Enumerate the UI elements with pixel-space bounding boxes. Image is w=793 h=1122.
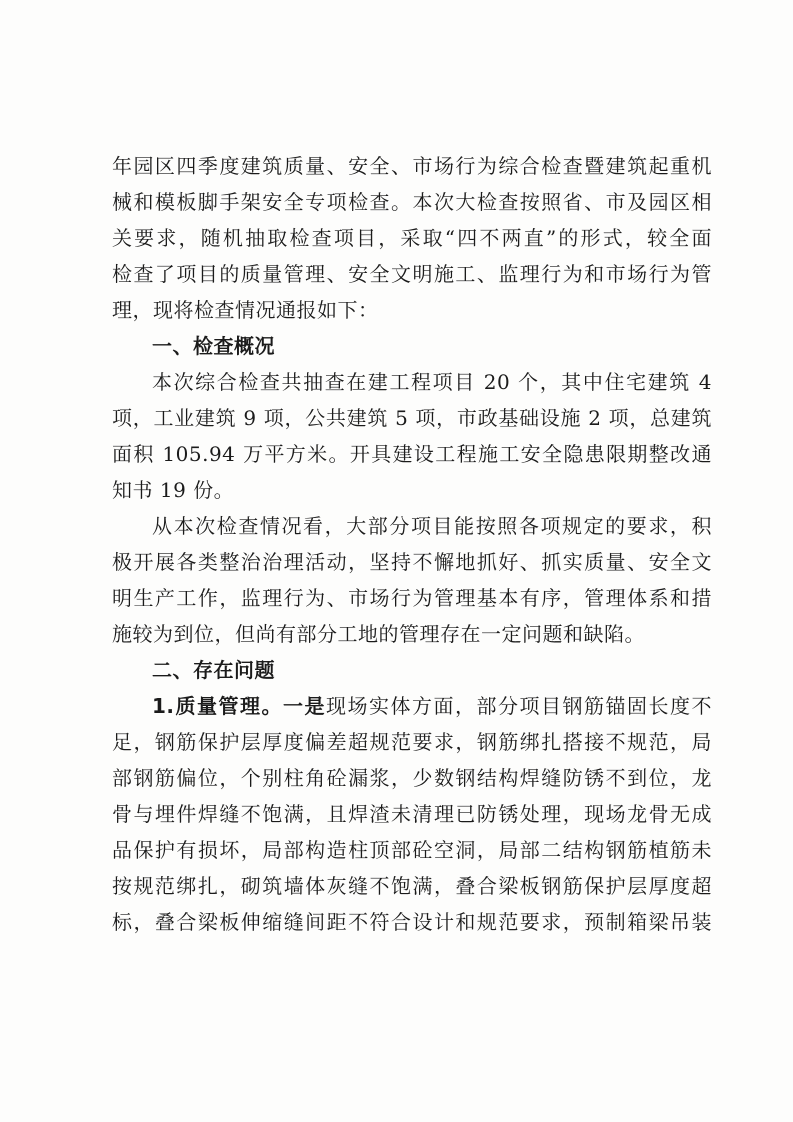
document-body: [112, 148, 712, 940]
paragraph-line: 施较为到位，但尚有部分工地的管理存在一定问题和缺陷。: [112, 622, 645, 646]
subheading-quality-management: 1.质量管理。: [152, 694, 284, 718]
paragraph-line: 足，钢筋保护层厚度偏差超规范要求，钢筋绑扎搭接不规范，局: [112, 730, 712, 754]
paragraph-line: 品保护有损坏，局部构造柱顶部砼空洞，局部二结构钢筋植筋未: [112, 838, 712, 862]
paragraph-line: 明生产工作，监理行为、市场行为管理基本有序，管理体系和措: [112, 586, 712, 610]
paragraph-line: 部钢筋偏位，个别柱角砼漏浆，少数钢结构焊缝防锈不到位，龙: [112, 766, 712, 790]
paragraph-line-quality: [112, 688, 712, 724]
paragraph-line: 械和模板脚手架安全专项检查。本次大检查按照省、市及园区相: [112, 190, 712, 214]
paragraph-text: 现场实体方面，部分项目钢筋锚固长度不: [326, 694, 713, 718]
paragraph-line: 关要求，随机抽取检查项目，采取“四不两直”的形式，较全面: [112, 226, 712, 250]
paragraph-line: 按规范绑扎，砌筑墙体灰缝不饱满，叠合梁板钢筋保护层厚度超: [112, 874, 712, 898]
paragraph-line: 极开展各类整治治理活动，坚持不懈地抓好、抓实质量、安全文: [112, 550, 712, 574]
paragraph-line: 项，工业建筑 9 项，公共建筑 5 项，市政基础设施 2 项，总建筑: [112, 406, 712, 430]
paragraph-line: 知书 19 份。: [112, 478, 235, 502]
paragraph-line: 骨与埋件焊缝不饱满，且焊渣未清理已防锈处理，现场龙骨无成: [112, 802, 712, 826]
section-heading-overview: 一、检查概况: [152, 334, 275, 358]
item-marker-first: 一是: [283, 694, 327, 718]
paragraph-line: 面积 105.94 万平方米。开具建设工程施工安全隐患限期整改通: [112, 442, 712, 466]
paragraph-line: 年园区四季度建筑质量、安全、市场行为综合检查暨建筑起重机: [112, 154, 712, 178]
paragraph-line: 本次综合检查共抽查在建工程项目 20 个，其中住宅建筑 4: [152, 370, 712, 394]
paragraph-line: 标，叠合梁板伸缩缝间距不符合设计和规范要求，预制箱梁吊装: [112, 910, 712, 934]
paragraph-line: 检查了项目的质量管理、安全文明施工、监理行为和市场行为管: [112, 262, 712, 286]
section-heading-issues: 二、存在问题: [152, 658, 275, 682]
paragraph-line: 从本次检查情况看，大部分项目能按照各项规定的要求，积: [152, 514, 712, 538]
paragraph-line: 理，现将检查情况通报如下：: [112, 298, 379, 322]
